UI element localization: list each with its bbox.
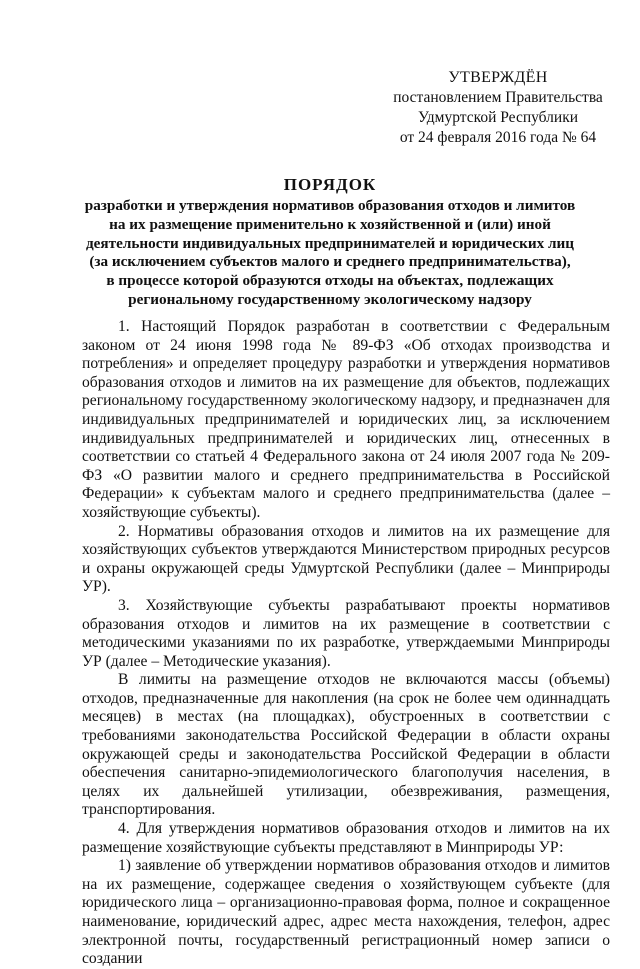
- approval-line-1: постановлением Правительства: [393, 89, 603, 106]
- document-title: ПОРЯДОК: [283, 175, 377, 194]
- approval-line-3: от 24 февраля 2016 года № 64: [399, 129, 597, 146]
- approval-line-2: Удмуртской Республики: [417, 109, 579, 126]
- paragraph-3: 3. Хозяйствующие субъекты разрабатывают проекты нормативов образования отходов и лимитов на их размещение в соответствии с методическими указаниями по их разработке, утверждаемыми Минприроды УР (далее – Методические указания).: [82, 596, 610, 670]
- document-subtitle-line: разработки и утверждения нормативов образования отходов и лимитов: [84, 197, 576, 214]
- document-subtitle-line: на их размещение применительно к хозяйственной и (или) иной: [109, 215, 551, 233]
- document-body: [82, 318, 610, 969]
- document-title-block: [60, 175, 600, 310]
- document-subtitle-line: деятельности индивидуальных предпринимателей и юридических лиц: [86, 234, 574, 252]
- paragraph-4-item-1: 1) заявление об утверждении нормативов образования отходов и лимитов на их размещение, содержащее сведения о хозяйствующем субъекте (для юридического лица – организационно-правовая форма, полное и сокращенное наименование, юридический адрес, адрес места нахождения, телефон, адрес электронной почты, государственный регистрационный номер записи о создании: [82, 857, 610, 968]
- document-subtitle-line: в процессе которой образуются отходы на объектах, подлежащих: [106, 272, 554, 290]
- approval-block: [378, 68, 618, 148]
- document-subtitle-line: региональному государственному экологическому надзору: [128, 290, 532, 308]
- paragraph-1: 1. Настоящий Порядок разработан в соответствии с Федеральным законом от 24 июня 1998 года № 89-ФЗ «Об отходах производства и потребления» и определяет процедуру разработки и утверждения нормативов образования отходов и лимитов на их размещение для объектов, подлежащих региональному государственному экологическому надзору, и предназначен для индивидуальных предпринимателей и юридических лиц, за исключением индивидуальных предпринимателей и юридических лиц, отнесенных в соответствии со статьей 4 Федерального закона от 24 июля 2007 года № 209-ФЗ «О развитии малого и среднего предпринимательства в Российской Федерации» к субъектам малого и среднего предпринимательства (далее – хозяйствующие субъекты).: [82, 318, 610, 521]
- paragraph-2: 2. Нормативы образования отходов и лимитов на их размещение для хозяйствующих субъектов утверждаются Министерством природных ресурсов и охраны окружающей среды Удмуртской Республики (далее – Минприроды УР).: [82, 522, 610, 596]
- document-subtitle-line: (за исключением субъектов малого и среднего предпринимательства),: [89, 253, 571, 271]
- approval-heading: УТВЕРЖДЁН: [448, 69, 548, 86]
- paragraph-4: 4. Для утверждения нормативов образования отходов и лимитов на их размещение хозяйствующие субъекты представляют в Минприроды УР:: [82, 820, 610, 856]
- paragraph-limits: В лимиты на размещение отходов не включаются массы (объемы) отходов, предназначенные для накопления (на срок не более чем одиннадцать месяцев) в местах (на площадках), обустроенных в соответствии с требованиями законодательства Российской Федерации в области охраны окружающей среды и законодательства Российской Федерации в области обеспечения санитарно-эпидемиологического благополучия населения, в целях их дальнейшей утилизации, обезвреживания, размещения, транспортирования.: [82, 671, 610, 819]
